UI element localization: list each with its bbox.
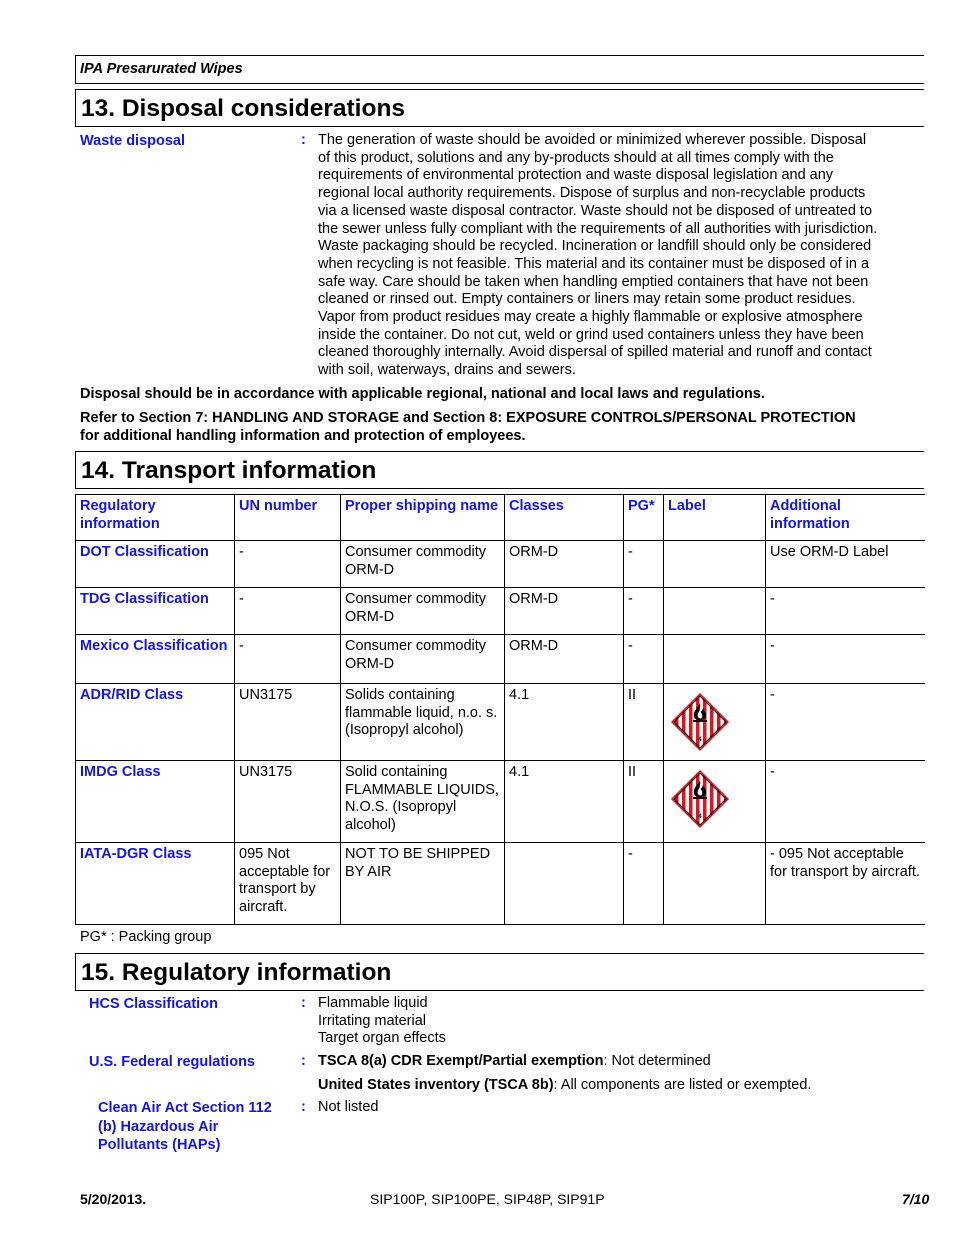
hcs-value: Flammable liquid <box>318 995 428 1011</box>
waste-disposal-line: via a licensed waste disposal contractor. Waste should not be disposed of untreated to <box>318 202 873 219</box>
additional-info-cell: - <box>766 761 925 843</box>
waste-disposal-line: of this product, solutions and any by-products should at all times comply with the <box>318 149 834 166</box>
un-number-cell: - <box>235 541 341 588</box>
hcs-value: Irritating material <box>318 1012 426 1029</box>
waste-disposal-line: safe way. Care should be taken when handling emptied containers that have not been <box>318 273 869 290</box>
additional-info-cell: - <box>766 588 925 635</box>
transport-table-header-row <box>76 495 925 541</box>
hcs-value: Target organ effects <box>318 1030 446 1047</box>
classes-cell: 4.1 <box>505 684 624 761</box>
col-header-regulatory: Regulatory information <box>76 495 235 541</box>
document-header <box>75 55 924 84</box>
pg-cell: - <box>624 541 664 588</box>
shipping-name-cell: Consumer commodity ORM-D <box>341 588 505 635</box>
refer-sections-note-line2: for additional handling information and protection of employees. <box>80 428 526 444</box>
col-header-additional: Additional information <box>766 495 925 541</box>
hcs-values <box>318 995 446 1048</box>
col-header-un-number: UN number <box>235 495 341 541</box>
transport-row <box>76 684 925 761</box>
classes-cell: 4.1 <box>505 761 624 843</box>
pg-cell: - <box>624 843 664 925</box>
pg-cell: II <box>624 684 664 761</box>
waste-disposal-line: regional local authority requirements. Dispose of surplus and non-recyclable products <box>318 185 866 202</box>
waste-disposal-label: Waste disposal <box>80 133 186 149</box>
federal-colon: : <box>301 1053 306 1069</box>
label-cell <box>664 761 766 843</box>
packing-group-footnote: PG* : Packing group <box>80 929 212 945</box>
section-13-header <box>75 89 924 127</box>
label-cell <box>664 684 766 761</box>
shipping-name-cell: NOT TO BE SHIPPED BY AIR <box>341 843 505 925</box>
transport-row <box>76 843 925 925</box>
tsca-8b-line <box>318 1077 811 1095</box>
flammable-solid-icon <box>671 693 729 751</box>
footer-product-codes: SIP100P, SIP100PE, SIP48P, SIP91P <box>370 1191 605 1207</box>
shipping-name-cell: Consumer commodity ORM-D <box>341 635 505 684</box>
caa-label-line: Pollutants (HAPs) <box>98 1137 221 1153</box>
tsca-8b-label: United States inventory (TSCA 8b) <box>318 1077 554 1093</box>
waste-disposal-line: inside the container. Do not cut, weld or grind used containers unless they have been <box>318 326 864 343</box>
classes-cell <box>505 843 624 925</box>
pg-cell: - <box>624 588 664 635</box>
transport-row <box>76 761 925 843</box>
col-header-classes: Classes <box>505 495 624 541</box>
disposal-law-note: Disposal should be in accordance with applicable regional, national and local laws and regulations. <box>80 386 765 402</box>
un-number-cell: - <box>235 635 341 684</box>
tsca-8b-value: : All components are listed or exempted. <box>553 1077 812 1093</box>
waste-disposal-line: the sewer unless fully compliant with the requirements of all authorities with jurisdiction. <box>318 220 878 237</box>
label-cell <box>664 588 766 635</box>
label-cell <box>664 541 766 588</box>
section-14-header <box>75 451 924 489</box>
regulatory-name-cell: IATA-DGR Class <box>76 843 235 925</box>
clean-air-act-value: Not listed <box>318 1099 379 1115</box>
col-header-shipping-name: Proper shipping name <box>341 495 505 541</box>
additional-info-cell: - 095 Not acceptable for transport by aircraft. <box>766 843 925 925</box>
label-cell <box>664 843 766 925</box>
footer-page-number: 7/10 <box>902 1191 930 1207</box>
waste-disposal-line: Vapor from product residues may create a highly flammable or explosive atmosphere <box>318 309 863 326</box>
shipping-name-cell: Solid containing FLAMMABLE LIQUIDS, N.O.S. (Isopropyl alcohol) <box>341 761 505 843</box>
pg-cell: - <box>624 635 664 684</box>
classes-cell: ORM-D <box>505 541 624 588</box>
section-13-title: 13. Disposal considerations <box>81 95 406 122</box>
transport-table <box>75 494 925 925</box>
hcs-classification-label: HCS Classification <box>89 996 218 1012</box>
pg-cell: II <box>624 761 664 843</box>
shipping-name-cell: Solids containing flammable liquid, n.o. s. (Isopropyl alcohol) <box>341 684 505 761</box>
waste-disposal-line: cleaned thoroughly internally. Avoid dispersal of spilled material and runoff and contact <box>318 344 872 361</box>
section-14-title: 14. Transport information <box>81 457 377 484</box>
transport-row <box>76 588 925 635</box>
refer-sections-note-line1: Refer to Section 7: HANDLING AND STORAGE and Section 8: EXPOSURE CONTROLS/PERSONAL PROTECTION <box>80 410 856 426</box>
shipping-name-cell: Consumer commodity ORM-D <box>341 541 505 588</box>
waste-disposal-line: cleaned or rinsed out. Empty containers or liners may retain some product residues. <box>318 291 856 308</box>
transport-row <box>76 541 925 588</box>
un-number-cell: 095 Not acceptable for transport by aircraft. <box>235 843 341 925</box>
section-15-header <box>75 953 924 991</box>
col-header-pg: PG* <box>624 495 664 541</box>
waste-disposal-line: with soil, waterways, drains and sewers. <box>318 362 576 379</box>
waste-disposal-text <box>318 132 924 380</box>
caa-label-line: Clean Air Act Section 112 <box>98 1100 272 1116</box>
regulatory-name-cell: ADR/RID Class <box>76 684 235 761</box>
caa-label-line: (b) Hazardous Air <box>98 1118 219 1135</box>
un-number-cell: - <box>235 588 341 635</box>
un-number-cell: UN3175 <box>235 761 341 843</box>
waste-disposal-line: Waste packaging should be recycled. Incineration or landfill should only be considered <box>318 238 872 255</box>
additional-info-cell: Use ORM-D Label <box>766 541 925 588</box>
hcs-colon: : <box>301 995 306 1011</box>
svg-text:4: 4 <box>698 814 702 820</box>
waste-disposal-line: The generation of waste should be avoided or minimized wherever possible. Disposal <box>318 132 867 148</box>
waste-disposal-line: requirements of environmental protection and waste disposal legislation and any <box>318 167 834 184</box>
tsca-8a-label: TSCA 8(a) CDR Exempt/Partial exemption <box>318 1053 604 1069</box>
regulatory-name-cell: DOT Classification <box>76 541 235 588</box>
tsca-8a-line <box>318 1053 711 1071</box>
classes-cell: ORM-D <box>505 635 624 684</box>
transport-row <box>76 635 925 684</box>
additional-info-cell: - <box>766 684 925 761</box>
waste-disposal-line: when recycling is not feasible. This material and its container must be disposed of in a <box>318 255 870 272</box>
regulatory-name-cell: IMDG Class <box>76 761 235 843</box>
clean-air-act-label <box>98 1099 272 1155</box>
col-header-label: Label <box>664 495 766 541</box>
caa-colon: : <box>301 1099 306 1115</box>
label-cell <box>664 635 766 684</box>
classes-cell: ORM-D <box>505 588 624 635</box>
product-name: IPA Presarurated Wipes <box>80 61 243 77</box>
regulatory-name-cell: TDG Classification <box>76 588 235 635</box>
additional-info-cell: - <box>766 635 925 684</box>
regulatory-name-cell: Mexico Classification <box>76 635 235 684</box>
un-number-cell: UN3175 <box>235 684 341 761</box>
us-federal-label: U.S. Federal regulations <box>89 1054 255 1070</box>
footer-date: 5/20/2013. <box>80 1191 147 1207</box>
flammable-solid-icon <box>671 770 729 828</box>
waste-disposal-colon: : <box>301 132 306 148</box>
tsca-8a-value: : Not determined <box>603 1053 711 1069</box>
svg-text:4: 4 <box>698 737 702 743</box>
section-15-title: 15. Regulatory information <box>81 959 392 986</box>
